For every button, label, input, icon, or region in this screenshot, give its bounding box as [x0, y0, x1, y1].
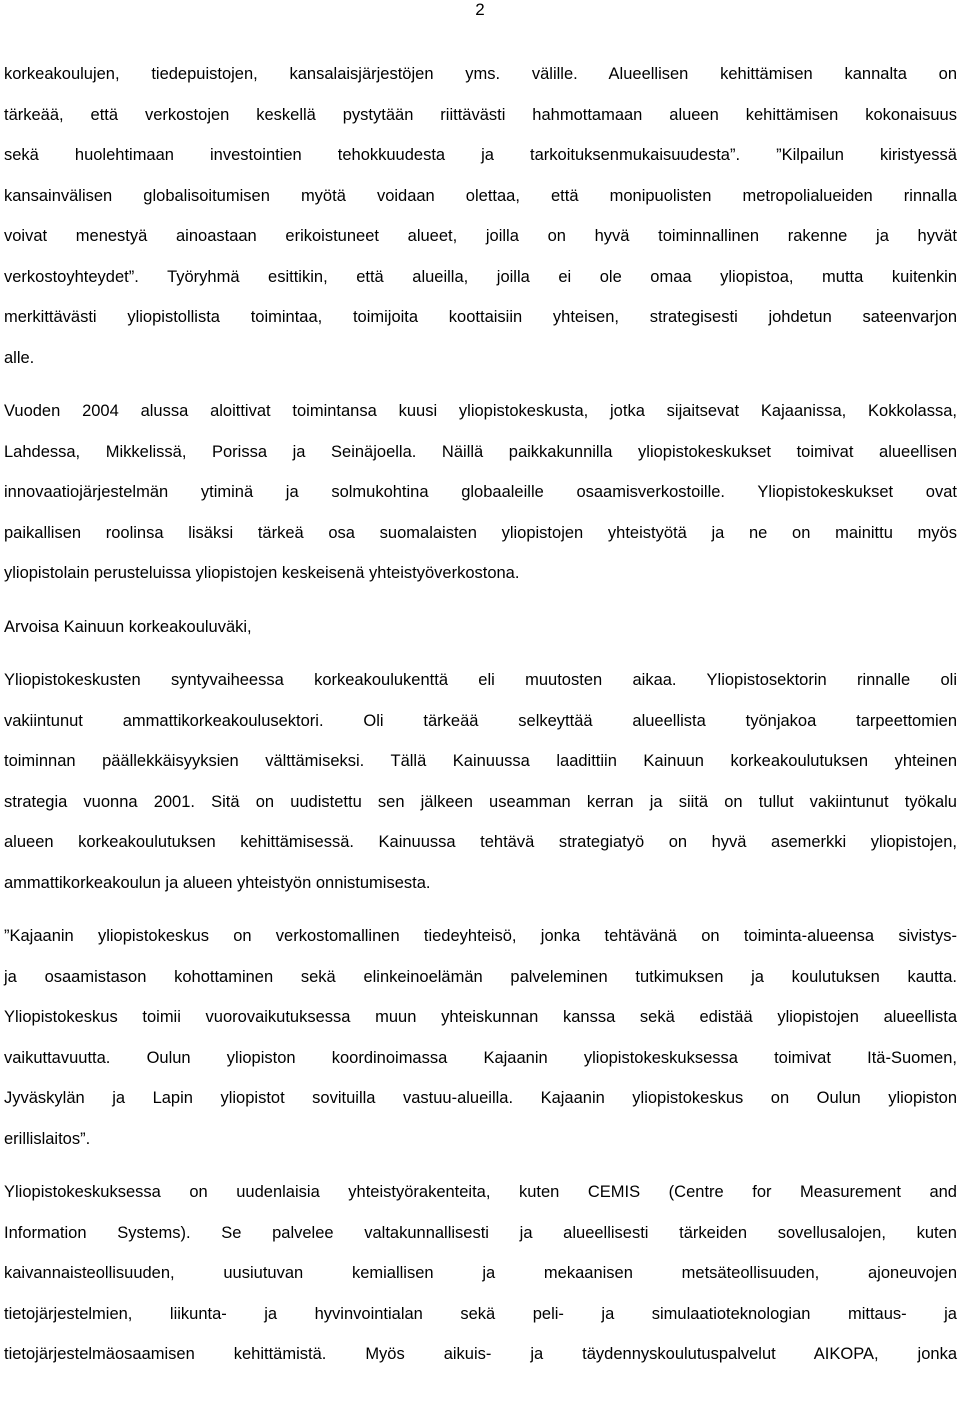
text-line: Jyväskylän ja Lapin yliopistot sovituilla vastuu-alueilla. Kajaanin yliopistokeskus on Oulun yliopiston — [4, 1089, 957, 1107]
text-line: paikallisen roolinsa lisäksi tärkeä osa suomalaisten yliopistojen yhteistyötä ja ne on mainittu myös — [4, 523, 957, 542]
text-line: Information Systems). Se palvelee valtakunnallisesti ja alueellisesti tärkeiden sovellusalojen, kuten — [4, 1223, 957, 1242]
body-text — [4, 54, 957, 1375]
text-line: toiminnan päällekkäisyyksien välttämiseksi. Tällä Kainuussa laadittiin Kainuun korkeakoulutuksen yhteinen — [4, 752, 957, 770]
text-line: erillislaitos”. — [4, 1129, 91, 1148]
paragraph — [4, 391, 957, 594]
text-line: Arvoisa Kainuun korkeakouluväki, — [4, 617, 252, 636]
text-line: innovaatiojärjestelmän ytiminä ja solmukohtina globaaleille osaamisverkostoille. Yliopistokeskukset ovat — [4, 483, 957, 501]
paragraph — [4, 1172, 957, 1375]
text-line: sekä huolehtimaan investointien tehokkuudesta ja tarkoituksenmukaisuudesta”. ”Kilpailun kiristyessä — [4, 146, 957, 164]
text-line: voivat menestyä ainoastaan erikoistuneet alueet, joilla on hyvä toiminnallinen rakenne ja hyvät — [4, 227, 957, 245]
text-line: ja osaamistason kohottaminen sekä elinkeinoelämän palveleminen tutkimuksen ja koulutuksen kautta. — [4, 967, 957, 986]
text-line: alle. — [4, 348, 35, 367]
page-number: 2 — [475, 0, 485, 19]
text-line: vakiintunut ammattikorkeakoulusektori. Oli tärkeää selkeyttää alueellista työnjakoa tarpeettomien — [4, 711, 957, 730]
text-line: tietojärjestelmien, liikunta- ja hyvinvointialan sekä peli- ja simulaatioteknologian mittaus- ja — [4, 1304, 957, 1323]
text-line: Vuoden 2004 alussa aloittivat toimintansa kuusi yliopistokeskusta, jotka sijaitsevat Kajaanissa, Kokkolassa, — [4, 402, 957, 420]
paragraph-gap — [4, 903, 957, 916]
paragraph — [4, 916, 957, 1159]
text-line: Lahdessa, Mikkelissä, Porissa ja Seinäjoella. Näillä paikkakunnilla yliopistokeskukset toimivat alueellisen — [4, 442, 957, 461]
text-line: Yliopistokeskuksessa on uudenlaisia yhteistyörakenteita, kuten CEMIS (Centre for Measurement and — [4, 1183, 957, 1201]
text-line: yliopistolain perusteluissa yliopistojen keskeisenä yhteistyöverkostona. — [4, 564, 520, 582]
text-line: kansainvälisen globalisoitumisen myötä voidaan olettaa, että monipuolisten metropolialueiden rinnalla — [4, 186, 957, 205]
text-line: ammattikorkeakoulun ja alueen yhteistyön onnistumisesta. — [4, 873, 431, 892]
text-line: tärkeää, että verkostojen keskellä pystytään riittävästi hahmottamaan alueen kehittämisen kokonaisuus — [4, 105, 957, 124]
paragraph-gap — [4, 647, 957, 660]
text-line: merkittävästi yliopistollista toimintaa, toimijoita koottaisiin yhteisen, strategisesti johdetun sateenvarjon — [4, 308, 957, 326]
paragraph — [4, 607, 957, 648]
text-line: vaikuttavuutta. Oulun yliopiston koordinoimassa Kajaanin yliopistokeskuksessa toimivat Itä-Suomen, — [4, 1048, 957, 1067]
text-line: strategia vuonna 2001. Sitä on uudistettu sen jälkeen useamman kerran ja siitä on tullut vakiintunut työkalu — [4, 792, 957, 811]
text-line: verkostoyhteydet”. Työryhmä esittikin, että alueilla, joilla ei ole omaa yliopistoa, mutta kuitenkin — [4, 267, 957, 286]
paragraph-gap — [4, 1159, 957, 1172]
paragraph — [4, 54, 957, 378]
text-line: kaivannaisteollisuuden, uusiutuvan kemiallisen ja mekaanisen metsäteollisuuden, ajoneuvojen — [4, 1264, 957, 1282]
text-line: Yliopistokeskusten syntyvaiheessa korkeakoulukenttä eli muutosten aikaa. Yliopistosektorin rinnalle oli — [4, 671, 957, 689]
text-line: Yliopistokeskus toimii vuorovaikutuksessa muun yhteiskunnan kanssa sekä edistää yliopistojen alueellista — [4, 1008, 957, 1026]
paragraph — [4, 660, 957, 903]
paragraph-gap — [4, 594, 957, 607]
text-line: korkeakoulujen, tiedepuistojen, kansalaisjärjestöjen yms. välille. Alueellisen kehittämisen kannalta on — [4, 65, 957, 83]
text-line: ”Kajaanin yliopistokeskus on verkostomallinen tiedeyhteisö, jonka tehtävänä on toiminta-alueensa sivistys- — [4, 927, 957, 945]
text-line: tietojärjestelmäosaamisen kehittämistä. Myös aikuis- ja täydennyskoulutuspalvelut AIKOPA, jonka — [4, 1345, 957, 1363]
paragraph-gap — [4, 378, 957, 391]
text-line: alueen korkeakoulutuksen kehittämisessä. Kainuussa tehtävä strategiatyö on hyvä asemerkki yliopistojen, — [4, 833, 957, 851]
